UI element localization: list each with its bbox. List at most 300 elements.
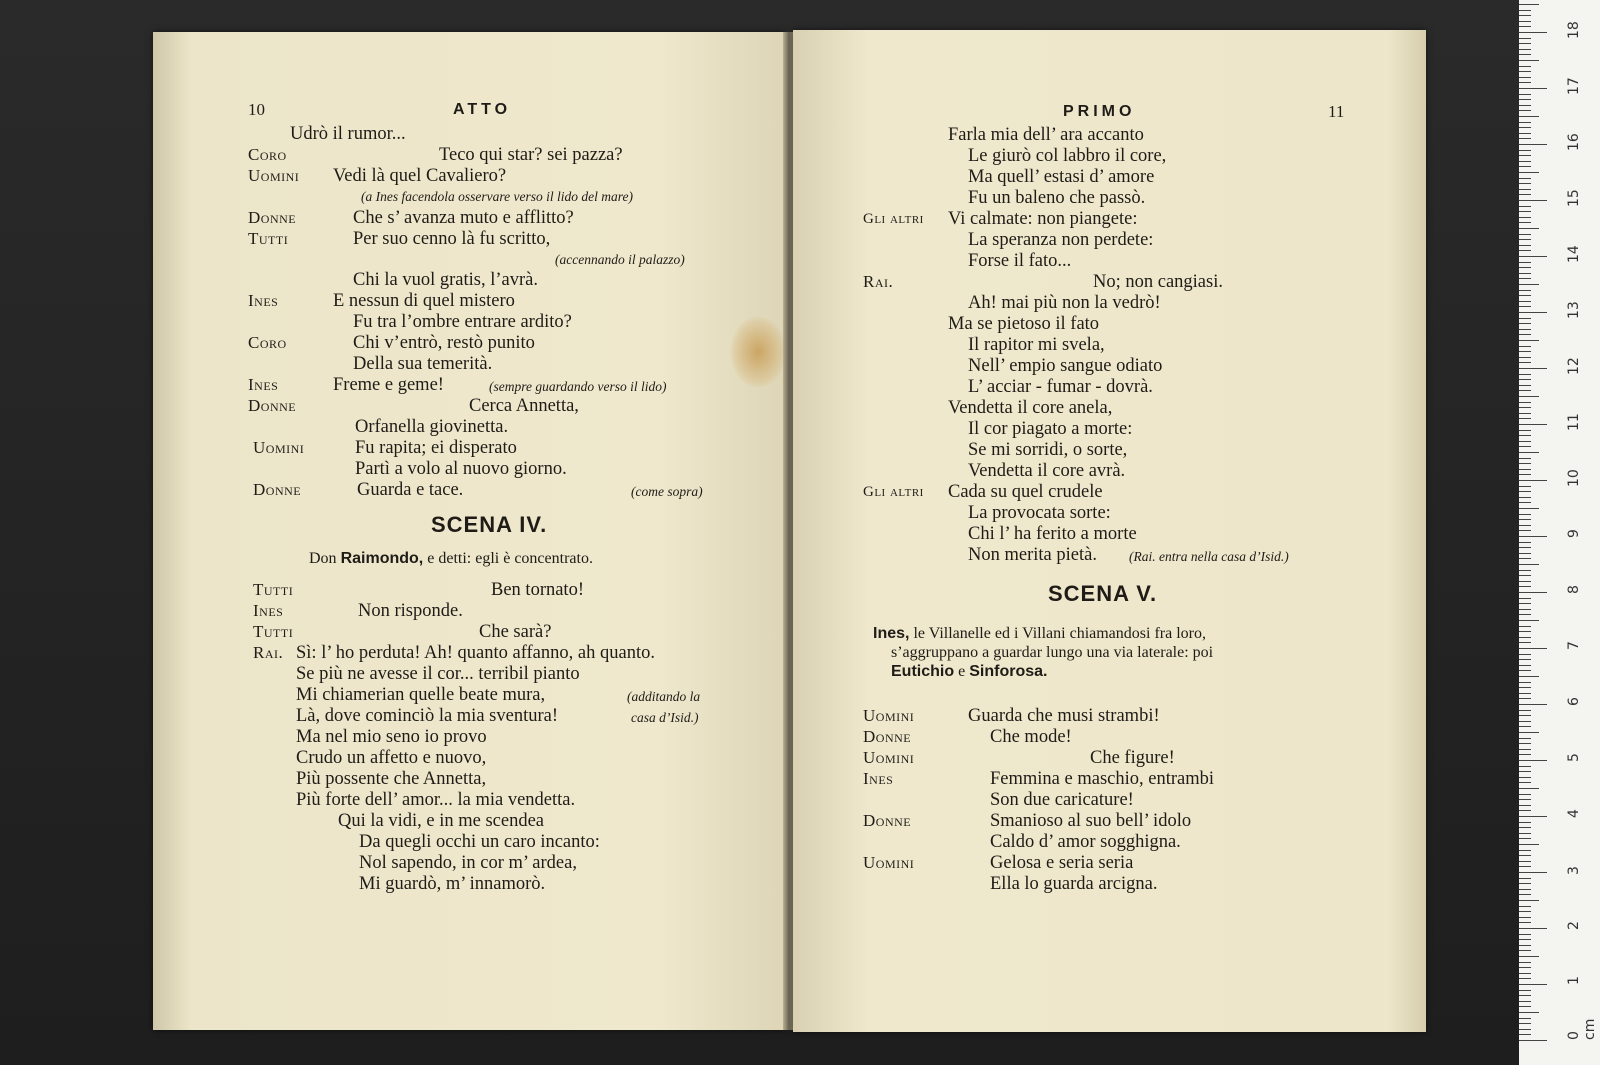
scene-desc-text: Don [309,550,337,567]
verse-line: Là, dove cominciò la mia sventura! [296,706,558,726]
ruler-tick [1519,1029,1531,1030]
verse-line: Ah! mai più non la vedrò! [968,293,1161,313]
ruler-tick [1519,323,1531,324]
ruler-tick [1519,502,1531,503]
ruler-tick [1519,413,1531,414]
ruler-tick [1519,245,1531,246]
speaker: Donne [248,396,297,415]
ruler-tick [1519,278,1531,279]
ruler-tick [1519,586,1531,587]
left-page [153,32,785,1030]
verse-line: Ella lo guarda arcigna. [990,874,1158,894]
ruler-mark: 7 [1566,641,1582,650]
speaker: Ines [248,291,279,310]
verse-line: Smanioso al suo bell’ idolo [990,811,1192,831]
ruler-tick [1519,710,1531,711]
ruler-tick [1519,564,1539,565]
ruler-tick [1519,508,1539,509]
ruler-tick [1519,166,1531,167]
ruler-tick [1519,66,1531,67]
ruler-tick [1519,21,1531,22]
ruler-tick [1519,777,1531,778]
ruler-tick [1519,749,1531,750]
ruler-tick [1519,77,1531,78]
ruler-tick [1519,211,1531,212]
ruler-tick [1519,172,1539,173]
ruler-tick [1519,340,1539,341]
ruler-tick [1519,301,1531,302]
speaker: Tutti [253,580,294,599]
verse-line: Per suo cenno là fu scritto, [353,229,551,249]
ruler-mark: 9 [1566,529,1582,538]
speaker: Rai. [253,643,284,662]
verse-line: Caldo d’ amor sogghigna. [990,832,1181,852]
verse-line: Guarda e tace. [357,480,464,500]
ruler-tick [1519,962,1531,963]
verse-line: Che mode! [990,727,1072,747]
ruler-tick [1519,430,1531,431]
ruler-tick [1519,950,1531,951]
speaker: Uomini [248,166,300,185]
ruler-tick [1519,183,1531,184]
ruler-tick [1519,379,1531,380]
ruler-tick [1519,782,1531,783]
ruler-tick [1519,217,1531,218]
ruler-tick [1519,1034,1531,1035]
verse-line: Forse il fato... [968,251,1072,271]
ruler-mark: 6 [1566,697,1582,706]
ruler-mark: 12 [1566,357,1582,375]
ruler-mark: 4 [1566,809,1582,818]
ruler-tick [1519,228,1539,229]
ruler-tick [1519,1012,1539,1013]
ruler-tick [1519,665,1531,666]
ruler-tick [1519,788,1539,789]
verse-line: Qui la vidi, e in me scendea [338,811,545,831]
ruler-tick [1519,592,1547,593]
ruler-tick [1519,418,1531,419]
ruler-tick [1519,262,1531,263]
ruler-tick [1519,738,1531,739]
ruler-tick [1519,351,1531,352]
stage-direction: (Rai. entra nella casa d’Isid.) [1129,549,1289,564]
ruler-tick [1519,94,1531,95]
ruler-tick [1519,306,1531,307]
ruler-tick [1519,138,1531,139]
ruler-tick [1519,698,1531,699]
ruler-tick [1519,542,1531,543]
ruler-tick [1519,693,1531,694]
character-name: Eutichio [891,663,955,680]
verse-line: Se mi sorridi, o sorte, [968,440,1128,460]
ruler-tick [1519,71,1531,72]
ruler-tick [1519,368,1547,369]
speaker: Donne [248,208,297,227]
ruler-tick [1519,446,1531,447]
ruler-tick [1519,827,1531,828]
ruler-tick [1519,760,1547,761]
ruler-tick [1519,32,1547,33]
speaker: Uomini [863,706,915,725]
scene-description [891,662,1047,682]
ruler-tick [1519,402,1531,403]
verse-line: Son due caricature! [990,790,1134,810]
ruler-tick [1519,49,1531,50]
ruler-tick [1519,15,1531,16]
ruler-tick [1519,670,1531,671]
verse-line: Ma se pietoso il fato [948,314,1100,334]
ruler-tick [1519,609,1531,610]
ruler-tick [1519,553,1531,554]
ruler-tick [1519,1023,1531,1024]
ruler-tick [1519,721,1531,722]
ruler-mark: 16 [1566,133,1582,151]
speaker: Rai. [863,272,894,291]
ruler-tick [1519,687,1531,688]
ruler-tick [1519,200,1547,201]
verse-line: Chi la vuol gratis, l’avrà. [353,270,538,290]
ruler-tick [1519,110,1531,111]
ruler-tick [1519,189,1531,190]
ruler-tick [1519,514,1531,515]
verse-line: Freme e geme! [333,375,444,395]
speaker: Uomini [863,748,915,767]
verse-line: Crudo un affetto e nuovo, [296,748,487,768]
ruler-tick [1519,290,1531,291]
stage-direction: (additando la [627,689,701,704]
ruler-tick [1519,984,1547,985]
speaker: Donne [863,727,912,746]
ruler-tick [1519,726,1531,727]
ruler-tick [1519,850,1531,851]
ruler-tick [1519,38,1531,39]
ruler-tick [1519,4,1539,5]
verse-line: Teco qui star? sei pazza? [439,145,623,165]
ruler-tick [1519,10,1531,11]
verse-line: Farla mia dell’ ara accanto [948,125,1144,145]
ruler-tick [1519,26,1531,27]
scene-desc-text: e detti: egli è concentrato. [427,550,593,567]
verse-line: Guarda che musi strambi! [968,706,1160,726]
stage-direction: (accennando il palazzo) [555,252,685,267]
scene-description [309,549,593,569]
verse-line: Più possente che Annetta, [296,769,487,789]
character-name: Sinforosa. [969,663,1048,680]
ruler-tick [1519,458,1531,459]
ruler-mark: 8 [1566,585,1582,594]
ruler-tick [1519,54,1531,55]
ruler-mark: 10 [1566,469,1582,487]
ruler-tick [1519,894,1531,895]
ruler-tick [1519,575,1531,576]
scene-desc-text: le Villanelle ed i Villani chiamandosi fra loro, [913,625,1206,642]
ruler-mark: 1 [1566,976,1582,985]
verse-line: Non risponde. [358,601,463,621]
ruler-tick [1519,883,1531,884]
ruler-tick [1519,833,1531,834]
ruler-tick [1519,318,1531,319]
speaker: Gli altri [863,484,924,500]
scene-desc-text: e [958,663,966,680]
ruler-tick [1519,452,1539,453]
ruler-tick [1519,771,1531,772]
ruler-tick [1519,161,1531,162]
verse-line: Fu rapita; ei disperato [355,438,517,458]
ruler-tick [1519,704,1547,705]
ruler-tick [1519,474,1531,475]
ruler-tick [1519,144,1547,145]
ruler-tick [1519,547,1531,548]
verse-line: Chi l’ ha ferito a morte [968,524,1137,544]
ruler-tick [1519,1018,1531,1019]
ruler-tick [1519,939,1531,940]
ruler-tick [1519,900,1539,901]
ruler-tick [1519,654,1531,655]
ruler-tick [1519,889,1531,890]
verse-line: Non merita pietà. [968,545,1097,565]
ruler-tick [1519,346,1531,347]
verse-line: Ma quell’ estasi d’ amore [968,167,1155,187]
ruler-tick [1519,469,1531,470]
verse-line: L’ acciar - fumar - dovrà. [968,377,1153,397]
ruler-tick [1519,82,1531,83]
verse-line: Gelosa e seria seria [990,853,1134,873]
ruler-tick [1519,676,1539,677]
ruler-tick [1519,906,1531,907]
verse-line: Le giurò col labbro il core, [968,146,1167,166]
ruler-mark: 18 [1566,21,1582,39]
verse-line: Cada su quel crudele [948,482,1103,502]
speaker: Ines [248,375,279,394]
verse-line: Femmina e maschio, entrambi [990,769,1214,789]
speaker: Tutti [248,229,289,248]
character-name: Ines, [873,625,910,642]
verse-line: Vedi là quel Cavaliero? [333,166,507,186]
ruler-tick [1519,43,1531,44]
ruler-tick [1519,799,1531,800]
ruler-mark: 3 [1566,866,1582,875]
verse-line: Chi v’entrò, restò punito [353,333,535,353]
ruler-mark: 14 [1566,245,1582,263]
speaker: Donne [863,811,912,830]
ruler-tick [1519,385,1531,386]
ruler-tick [1519,486,1531,487]
ruler-tick [1519,536,1547,537]
ruler-unit-label: 0 cm [1566,1018,1598,1040]
ruler-tick [1519,637,1531,638]
verse-line: Mi guardò, m’ innamorò. [359,874,546,894]
ruler-tick [1519,329,1531,330]
ruler-tick [1519,598,1531,599]
ruler-tick [1519,284,1539,285]
ruler-tick [1519,558,1531,559]
verse-line: Il cor piagato a morte: [968,419,1133,439]
ruler-tick [1519,620,1539,621]
ruler-tick [1519,295,1531,296]
ruler-tick [1519,222,1531,223]
scene-description: s’aggruppano a guardar lungo una via laterale: poi [891,644,1214,661]
ruler-tick [1519,642,1531,643]
ruler-tick [1519,267,1531,268]
verse-line: Vendetta il core avrà. [968,461,1126,481]
scene-description [873,624,1206,644]
ruler-tick [1519,995,1531,996]
verse-line: Se più ne avesse il cor... terribil pianto [296,664,580,684]
speaker: Tutti [253,622,294,641]
verse-line: Orfanella giovinetta. [355,417,509,437]
speaker: Coro [248,333,287,352]
stage-direction: casa d’Isid.) [631,710,699,725]
ruler-tick [1519,822,1531,823]
ruler-tick [1519,480,1547,481]
ruler-tick [1519,956,1539,957]
right-page [793,30,1426,1032]
scene-title: SCENA IV. [431,512,548,537]
verse-line: Nol sapendo, in cor m’ ardea, [359,853,577,873]
ruler-tick [1519,978,1531,979]
verse-line: Che figure! [1090,748,1175,768]
stage-direction: (sempre guardando verso il lido) [489,379,667,394]
ruler-tick [1519,407,1531,408]
ruler-tick [1519,911,1531,912]
speaker: Coro [248,145,287,164]
ruler-tick [1519,810,1531,811]
ruler-tick [1519,155,1531,156]
running-head: ATTO [453,101,512,118]
ruler-tick [1519,256,1547,257]
ruler-tick [1519,855,1531,856]
verse-line: Che s’ avanza muto e afflitto? [353,208,574,228]
verse-line: Vendetta il core anela, [948,398,1113,418]
ruler-tick [1519,614,1531,615]
verse-line: Della sua temerità. [353,354,493,374]
verse-line: Partì a volo al nuovo giorno. [355,459,567,479]
ruler-tick [1519,794,1531,795]
speaker: Ines [253,601,284,620]
ruler-tick [1519,631,1531,632]
verse-line: Vi calmate: non piangete: [948,209,1138,229]
ruler-tick [1519,497,1531,498]
ruler-tick [1519,116,1539,117]
ruler-tick [1519,312,1547,313]
ruler-tick [1519,60,1539,61]
speaker: Gli altri [863,211,924,227]
ruler-tick [1519,878,1531,879]
ruler-tick [1519,754,1531,755]
verse-line: Ma nel mio seno io provo [296,727,487,747]
ruler-tick [1519,234,1531,235]
ruler-tick [1519,127,1531,128]
page-number: 10 [248,100,265,119]
verse-line: Nell’ empio sangue odiato [968,356,1163,376]
ruler-tick [1519,838,1531,839]
ruler-tick [1519,581,1531,582]
ruler-mark: 2 [1566,921,1582,930]
verse-line: Più forte dell’ amor... la mia vendetta. [296,790,576,810]
ruler-tick [1519,206,1531,207]
ruler-tick [1519,682,1531,683]
ruler-tick [1519,273,1531,274]
ruler-tick [1519,603,1531,604]
ruler-tick [1519,105,1531,106]
stage-direction: (come sopra) [631,484,703,499]
verse-line: La speranza non perdete: [968,230,1154,250]
ruler-tick [1519,715,1531,716]
ruler-tick [1519,250,1531,251]
ruler-tick [1519,99,1531,100]
ruler-tick [1519,424,1547,425]
speaker: Uomini [253,438,305,457]
measuring-ruler [1519,0,1600,1065]
ruler-tick [1519,133,1531,134]
ruler-tick [1519,122,1531,123]
ruler-tick [1519,648,1547,649]
verse-line: Fu tra l’ombre entrare ardito? [353,312,572,332]
ruler-tick [1519,967,1531,968]
ruler-tick [1519,1040,1547,1041]
speaker: Ines [863,769,894,788]
verse-line: E nessun di quel mistero [333,291,515,311]
paper-stain [730,316,786,388]
ruler-tick [1519,1001,1531,1002]
verse-line: Mi chiamerian quelle beate mura, [296,685,546,705]
ruler-tick [1519,934,1531,935]
scene-title: SCENA V. [1048,581,1158,606]
ruler-tick [1519,626,1531,627]
ruler-mark: 5 [1566,753,1582,762]
ruler-tick [1519,945,1531,946]
speaker: Uomini [863,853,915,872]
ruler-tick [1519,805,1531,806]
ruler-tick [1519,872,1547,873]
ruler-tick [1519,396,1539,397]
ruler-tick [1519,866,1531,867]
ruler-tick [1519,743,1531,744]
ruler-tick [1519,816,1547,817]
ruler-tick [1519,390,1531,391]
ruler-tick [1519,766,1531,767]
ruler-mark: 15 [1566,189,1582,207]
ruler-tick [1519,928,1547,929]
ruler-tick [1519,525,1531,526]
ruler-mark: 13 [1566,301,1582,319]
running-head: PRIMO [1063,103,1136,120]
page-number: 11 [1328,102,1345,121]
verse-line: Ben tornato! [491,580,584,600]
ruler-tick [1519,374,1531,375]
ruler-tick [1519,861,1531,862]
ruler-tick [1519,1006,1531,1007]
ruler-mark: 17 [1566,77,1582,95]
verse-line: Udrò il rumor... [290,124,406,144]
ruler-tick [1519,491,1531,492]
ruler-tick [1519,441,1531,442]
ruler-tick [1519,570,1531,571]
ruler-tick [1519,239,1531,240]
ruler-tick [1519,732,1539,733]
verse-line: Il rapitor mi svela, [968,335,1105,355]
ruler-tick [1519,463,1531,464]
ruler-tick [1519,194,1531,195]
character-name: Raimondo, [340,550,424,567]
verse-line: Sì: l’ ho perduta! Ah! quanto affanno, ah quanto. [296,643,655,663]
ruler-tick [1519,530,1531,531]
ruler-tick [1519,922,1531,923]
ruler-tick [1519,357,1531,358]
ruler-tick [1519,519,1531,520]
speaker: Donne [253,480,302,499]
ruler-tick [1519,659,1531,660]
